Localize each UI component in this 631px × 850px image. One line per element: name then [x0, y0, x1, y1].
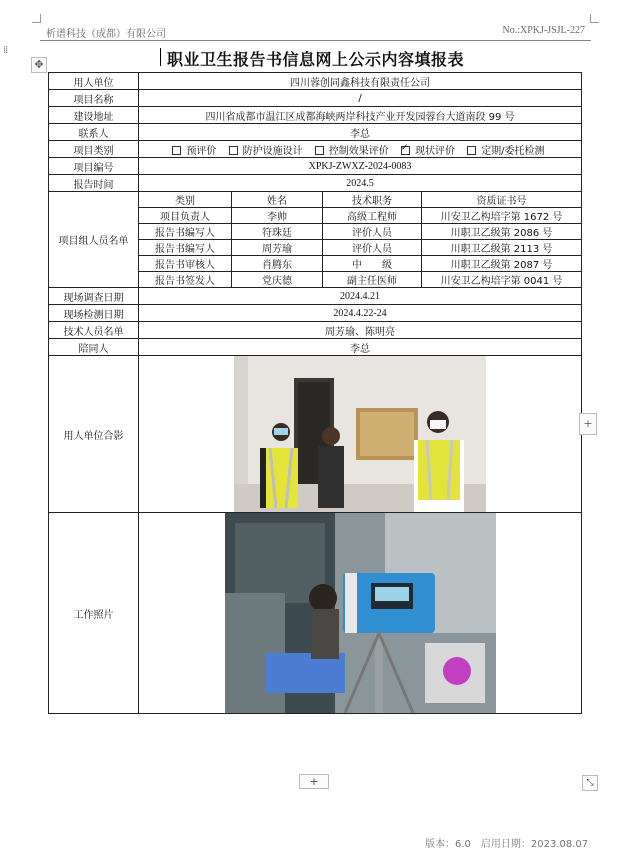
checkbox[interactable]	[229, 146, 238, 155]
label-work-photo: 工作照片	[49, 513, 139, 714]
work-photo-cell	[139, 513, 582, 714]
value-contact[interactable]: 李总	[139, 124, 582, 141]
value-survey-date[interactable]: 2024.4.21	[139, 288, 582, 305]
value-report-time[interactable]: 2024.5	[139, 175, 582, 192]
label-address: 建设地址	[49, 107, 139, 124]
team-header: 资质证书号	[422, 192, 582, 208]
add-row-plus-icon[interactable]: +	[299, 774, 329, 789]
member-cert[interactable]: 川职卫乙级第 2086 号	[422, 224, 582, 240]
label-technicians: 技术人员名单	[49, 322, 139, 339]
label-escort: 陪同人	[49, 339, 139, 356]
page-corner-mark	[590, 14, 599, 23]
checkbox[interactable]	[467, 146, 476, 155]
member-cert[interactable]: 川职卫乙级第 2113 号	[422, 240, 582, 256]
team-header: 类别	[139, 192, 232, 208]
add-column-plus-icon[interactable]: +	[579, 413, 597, 435]
header-divider	[40, 40, 591, 41]
table-row	[139, 240, 581, 256]
member-name[interactable]: 党庆德	[232, 272, 323, 288]
label-test-date: 现场检测日期	[49, 305, 139, 322]
label-report-time: 报告时间	[49, 175, 139, 192]
member-title[interactable]: 中 级	[323, 256, 422, 272]
label-contact: 联系人	[49, 124, 139, 141]
label-category: 项目类别	[49, 141, 139, 158]
resize-icon[interactable]: ⤡	[582, 775, 598, 791]
table-row	[139, 272, 581, 288]
value-escort[interactable]: 李总	[139, 339, 582, 356]
value-employer[interactable]: 四川蓉创同鑫科技有限责任公司	[139, 73, 582, 90]
checkbox-option[interactable]: 防护设施设计	[229, 146, 306, 157]
member-role[interactable]: 报告书审核人	[139, 256, 232, 272]
value-project-name[interactable]: /	[139, 90, 582, 107]
member-title[interactable]: 评价人员	[323, 240, 422, 256]
value-technicians[interactable]: 周芳瑜、陈明亮	[139, 322, 582, 339]
value-test-date[interactable]: 2024.4.22-24	[139, 305, 582, 322]
member-title[interactable]: 评价人员	[323, 224, 422, 240]
member-role[interactable]: 报告书编写人	[139, 240, 232, 256]
checkbox-option[interactable]: 控制效果评价	[315, 146, 392, 157]
checkbox-option[interactable]: 定期/委托检测	[467, 146, 547, 157]
value-project-no[interactable]: XPKJ-ZWXZ-2024-0083	[139, 158, 582, 175]
member-title[interactable]: 副主任医师	[323, 272, 422, 288]
checkbox-checked[interactable]	[401, 146, 410, 155]
member-name[interactable]: 肖腾东	[232, 256, 323, 272]
team-header: 技术职务	[323, 192, 422, 208]
header-doc-number: No.:XPKJ-JSJL-227	[502, 25, 585, 36]
table-row	[139, 256, 581, 272]
checkbox-option[interactable]: ✓ 现状评价	[401, 146, 458, 157]
label-project-name: 项目名称	[49, 90, 139, 107]
label-survey-date: 现场调查日期	[49, 288, 139, 305]
label-group-photo: 用人单位合影	[49, 356, 139, 513]
checkbox[interactable]	[172, 146, 181, 155]
team-table	[139, 192, 581, 287]
member-name[interactable]: 周芳瑜	[232, 240, 323, 256]
team-header: 姓名	[232, 192, 323, 208]
member-role[interactable]: 报告书编写人	[139, 224, 232, 240]
table-row	[139, 224, 581, 240]
header-company: 析谱科技（成都）有限公司	[46, 29, 166, 40]
page-title: 职业卫生报告书信息网上公示内容填报表	[166, 50, 464, 69]
member-cert[interactable]: 川安卫乙构培字第 1672 号	[422, 208, 582, 224]
member-role[interactable]: 报告书签发人	[139, 272, 232, 288]
text-cursor	[160, 48, 161, 66]
member-role[interactable]: 项目负责人	[139, 208, 232, 224]
member-name[interactable]: 符珠廷	[232, 224, 323, 240]
page-corner-mark	[32, 14, 41, 23]
footer-version: 版本：6.0 启用日期：2023.08.07	[425, 839, 589, 850]
team-cell	[139, 192, 582, 288]
table-row	[139, 208, 581, 224]
member-title[interactable]: 高级工程师	[323, 208, 422, 224]
checkbox[interactable]	[315, 146, 324, 155]
label-employer: 用人单位	[49, 73, 139, 90]
category-checkboxes	[139, 141, 582, 158]
work-photo-image	[225, 513, 496, 713]
member-cert[interactable]: 川职卫乙级第 2087 号	[422, 256, 582, 272]
work-photo[interactable]	[225, 513, 496, 713]
label-team: 项目组人员名单	[49, 192, 139, 288]
group-photo-image	[234, 356, 486, 512]
report-form-table	[48, 72, 582, 714]
team-header-row	[139, 192, 581, 208]
member-cert[interactable]: 川安卫乙构培字第 0041 号	[422, 272, 582, 288]
label-project-no: 项目编号	[49, 158, 139, 175]
move-icon[interactable]: ✥	[31, 57, 47, 73]
member-name[interactable]: 李帅	[232, 208, 323, 224]
group-photo[interactable]	[234, 356, 486, 512]
group-photo-cell	[139, 356, 582, 513]
value-address[interactable]: 四川省成都市温江区成都海峡两岸科技产业开发园蓉台大道南段 99 号	[139, 107, 582, 124]
checkbox-option[interactable]: 预评价	[172, 146, 219, 157]
drag-handle-icon[interactable]: ⁞⁞	[3, 45, 8, 56]
